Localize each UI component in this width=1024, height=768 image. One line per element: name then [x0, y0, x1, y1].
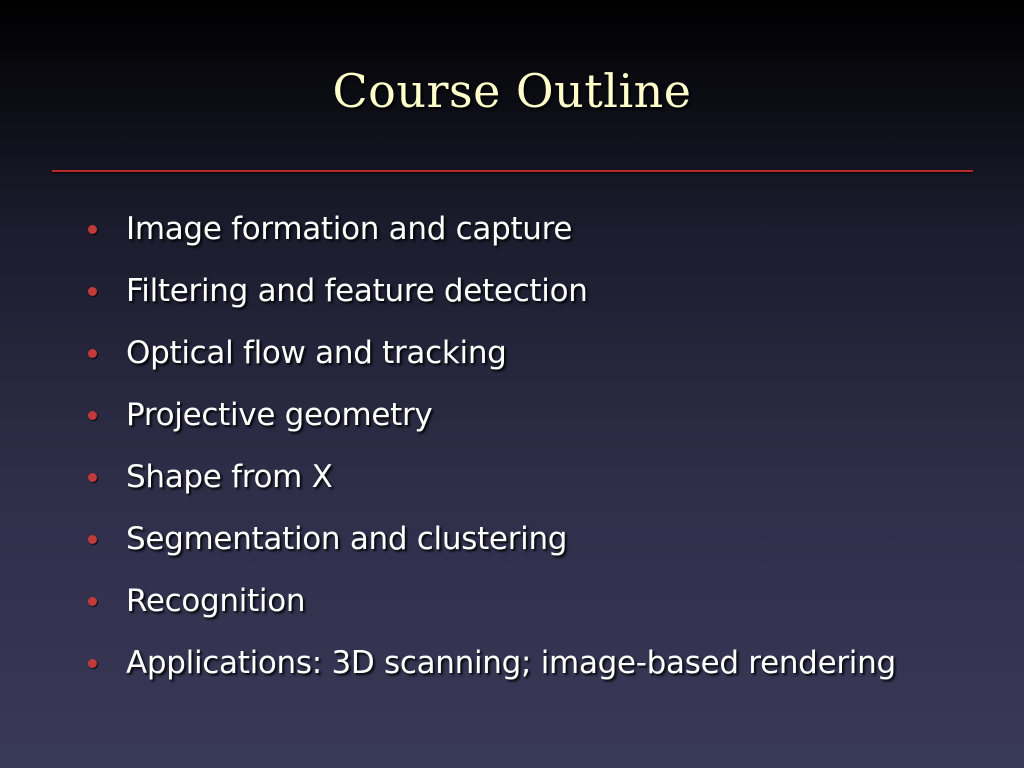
bullet-item [88, 384, 896, 446]
bullet-item [88, 632, 896, 694]
bullet-text: Optical flow and tracking [126, 335, 507, 371]
bullet-item [88, 322, 896, 384]
bullet-dot-icon [88, 225, 97, 234]
bullet-dot-icon [88, 597, 97, 606]
bullet-dot-icon [88, 287, 97, 296]
bullet-dot-icon [88, 411, 97, 420]
bullet-text: Image formation and capture [126, 211, 573, 247]
title-divider [52, 170, 973, 172]
bullet-dot-icon [88, 659, 97, 668]
bullet-item [88, 446, 896, 508]
bullet-item [88, 198, 896, 260]
bullet-list [88, 198, 896, 694]
bullet-text: Projective geometry [126, 397, 433, 433]
bullet-text: Applications: 3D scanning; image-based rendering [126, 645, 896, 681]
bullet-text: Filtering and feature detection [126, 273, 588, 309]
bullet-item [88, 260, 896, 322]
bullet-text: Shape from X [126, 459, 333, 495]
bullet-item [88, 508, 896, 570]
bullet-text: Recognition [126, 583, 306, 619]
bullet-dot-icon [88, 473, 97, 482]
bullet-dot-icon [88, 535, 97, 544]
bullet-dot-icon [88, 349, 97, 358]
bullet-item [88, 570, 896, 632]
slide-title: Course Outline [332, 64, 692, 118]
bullet-text: Segmentation and clustering [126, 521, 568, 557]
